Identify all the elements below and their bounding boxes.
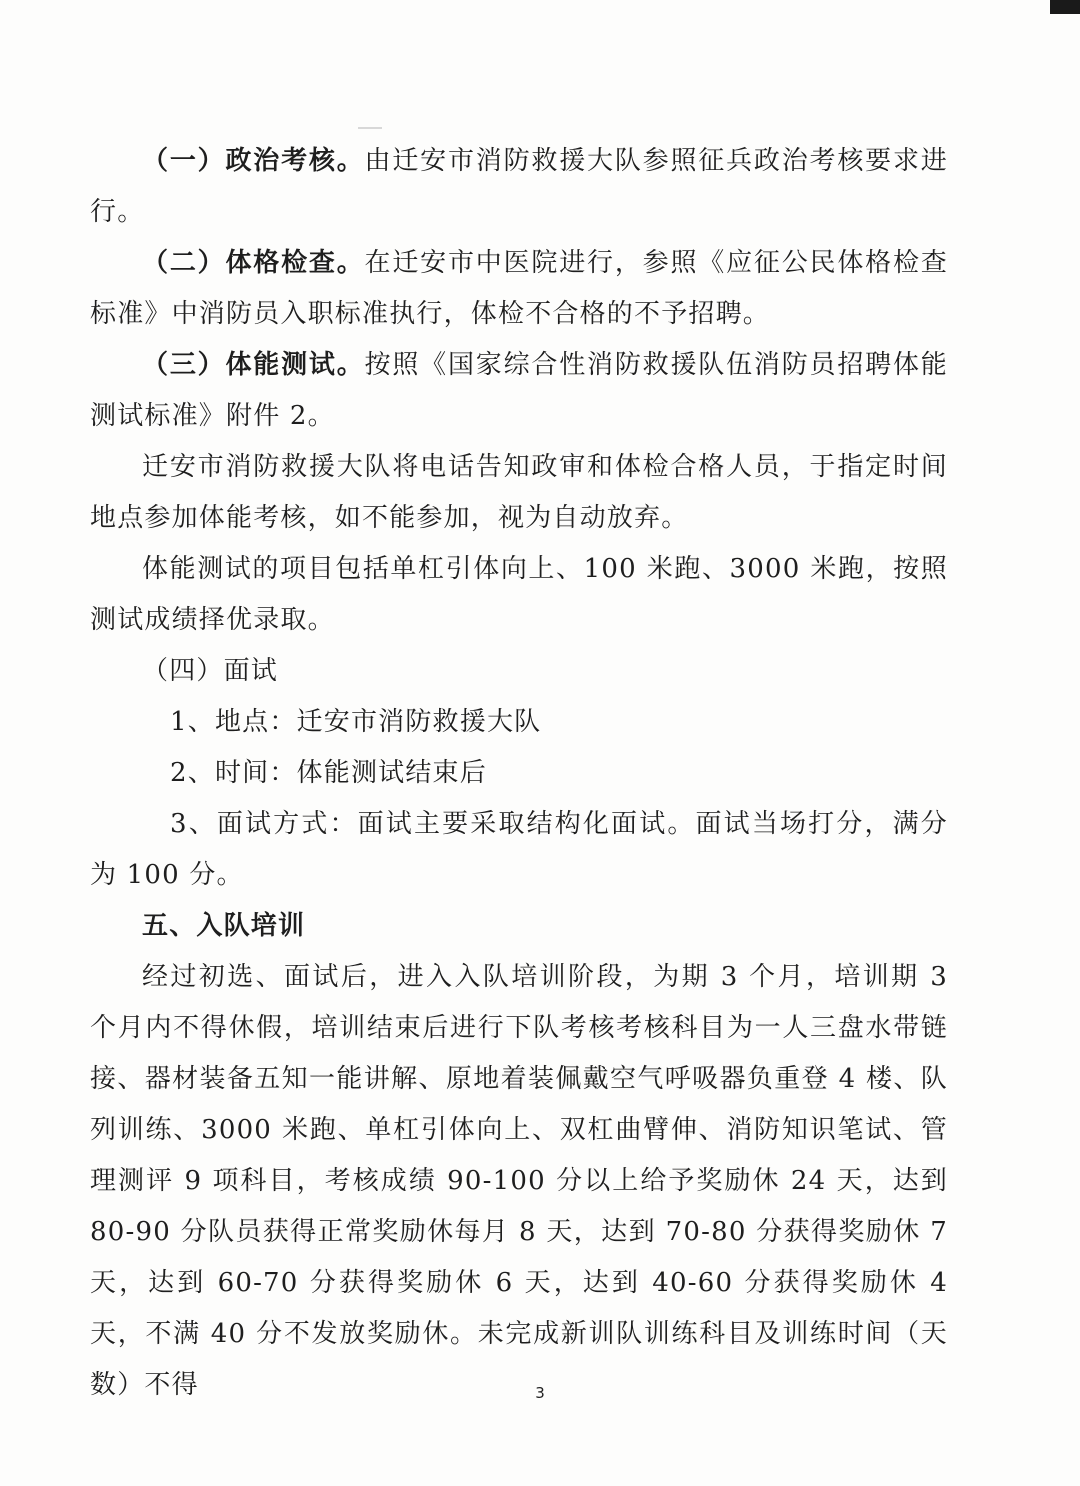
scan-speck <box>358 127 382 129</box>
section-political-review-label: （一）政治考核。 <box>142 146 365 176</box>
section-physical-exam-text: 在迁安市中医院进行，参照《应征公民体格检查标准》中消防员入职标准执行，体检不合格的不予招聘。 <box>90 248 948 329</box>
section-training-heading: 五、入队培训 <box>142 911 306 941</box>
section-political-review <box>90 136 948 238</box>
notice-paragraph: 迁安市消防救援大队将电话告知政审和体检合格人员，于指定时间地点参加体能考核，如不能参加，视为自动放弃。 <box>90 452 948 533</box>
scan-corner-mark <box>1050 0 1080 14</box>
page-number: 3 <box>535 1384 545 1402</box>
section-training-text: 经过初选、面试后，进入入队培训阶段，为期 3 个月，培训期 3 个月内不得休假，培训结束后进行下队考核考核科目为一人三盘水带链接、器材装备五知一能讲解、原地着装佩戴空气呼吸器负重登 4 楼、队列训练、3000 米跑、单杠引体向上、双杠曲臂伸、消防知识笔试、管理测评 9 项科目，考核成绩 90-100 分以上给予奖励休 24 天，达到 80-90 分队员获得正常奖励休每月 8 天，达到 70-80 分获得奖励休 7 天，达到 60-70 分获得奖励休 6 天，达到 40-60 分获得奖励休 4 天，不满 40 分不发放奖励休。未完成新训队训练科目及训练时间（天数）不得 <box>90 962 948 1400</box>
section-physical-exam-label: （二）体格检查。 <box>142 248 365 278</box>
fitness-items-paragraph: 体能测试的项目包括单杠引体向上、100 米跑、3000 米跑，按照测试成绩择优录取。 <box>90 554 948 635</box>
section-physical-exam <box>90 238 948 340</box>
section-fitness-test <box>90 340 948 442</box>
interview-item-location: 1、地点：迁安市消防救援大队 <box>170 707 542 737</box>
interview-item-time: 2、时间：体能测试结束后 <box>170 758 487 788</box>
section-interview-label: （四）面试 <box>142 656 279 686</box>
section-fitness-test-label: （三）体能测试。 <box>142 350 365 380</box>
section-political-review-text: 由迁安市消防救援大队参照征兵政治考核要求进行。 <box>90 146 948 227</box>
page-content <box>90 136 948 1411</box>
interview-item-method: 3、面试方式：面试主要采取结构化面试。面试当场打分，满分为 100 分。 <box>90 809 948 890</box>
section-fitness-test-text: 按照《国家综合性消防救援队伍消防员招聘体能测试标准》附件 2。 <box>90 350 948 431</box>
